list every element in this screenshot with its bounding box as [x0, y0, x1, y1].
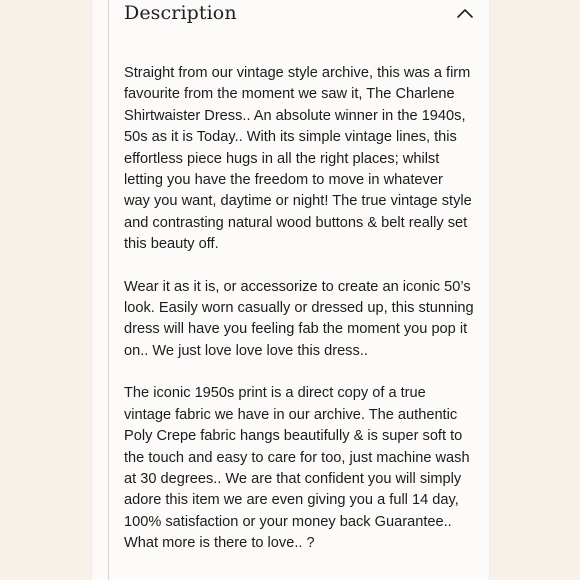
- description-paragraph: Wear it as it is, or accessorize to create an iconic 50’s look. Easily worn casually or dressed up, this stunning dress will have you feeling fab the moment you pop it on.. We just love love love this dress..: [124, 278, 474, 359]
- collapse-toggle-button[interactable]: [454, 4, 476, 24]
- chevron-up-icon: [454, 4, 476, 24]
- panel-divider: [108, 0, 109, 580]
- description-paragraph: The iconic 1950s print is a direct copy of a true vintage fabric we have in our archive. The authentic Poly Crepe fabric hangs beautifully & is super soft to the touch and easy to care for too, just machine wash at 30 degrees.. We are that confident you will simply adore this item we are even giving you a full 14 day, 100% satisfaction or your money back Guarantee.. What more is there to love.. ?: [124, 385, 470, 552]
- description-body: [124, 63, 482, 576]
- description-paragraph: Straight from our vintage style archive, this was a firm favourite from the moment we saw it, The Charlene Shirtwaister Dress.. An absolute winner in the 1940s, 50s as it is Today.. With its simple vintage lines, this effortless piece hugs in all the right places; whilst letting you have the freedom to move in whatever way you want, daytime or night! The true vintage style and contrasting natural wood buttons & belt really set this beauty off.: [124, 65, 472, 253]
- description-accordion-header[interactable]: [124, 0, 476, 34]
- section-title: Description: [124, 2, 237, 24]
